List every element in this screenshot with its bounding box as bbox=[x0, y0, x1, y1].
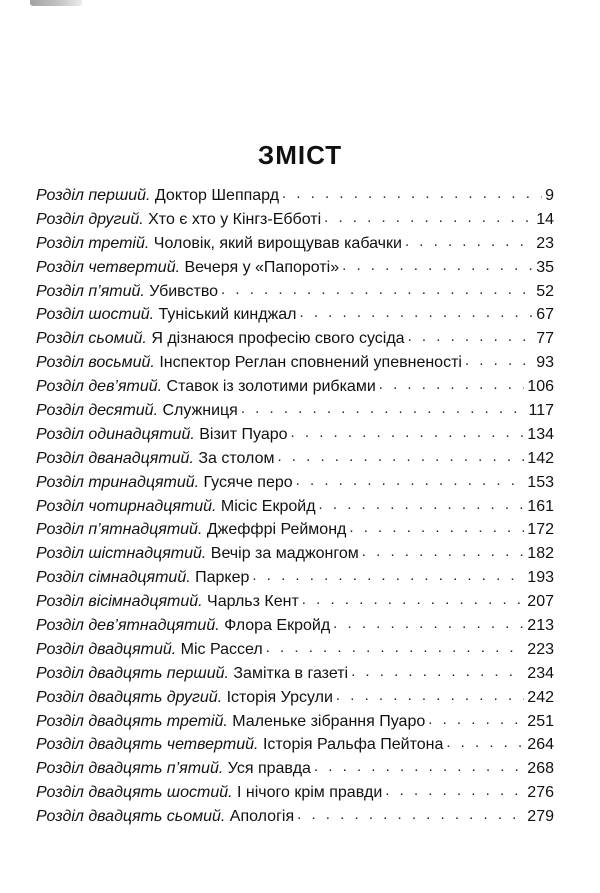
page-edge-smudge bbox=[30, 0, 82, 6]
page-number: 67 bbox=[536, 306, 554, 324]
chapter-label: Розділ третій. bbox=[36, 234, 154, 252]
page-number: 264 bbox=[527, 736, 554, 754]
page-number: 251 bbox=[527, 712, 554, 730]
chapter-name: Вечеря у «Папороті» bbox=[184, 258, 340, 276]
chapter-name: Візит Пуаро bbox=[199, 425, 288, 443]
dot-leader bbox=[465, 349, 533, 373]
chapter-label: Розділ шістнадцятий. bbox=[36, 545, 211, 563]
chapter-name: Служниця bbox=[162, 402, 238, 420]
dot-leader bbox=[291, 421, 525, 445]
chapter-label: Розділ восьмий. bbox=[36, 354, 160, 372]
toc-entry bbox=[36, 781, 554, 805]
toc-entry bbox=[36, 208, 554, 232]
chapter-name: Паркер bbox=[195, 569, 250, 587]
chapter-name: Туніський кинджал bbox=[158, 306, 297, 324]
dot-leader bbox=[324, 206, 533, 230]
dot-leader bbox=[362, 540, 525, 564]
page-number: 35 bbox=[536, 258, 554, 276]
chapter-label: Розділ п’ятнадцятий. bbox=[36, 521, 207, 539]
toc-entry bbox=[36, 614, 554, 638]
chapter-label: Розділ дев’ятнадцятий. bbox=[36, 617, 225, 635]
chapter-label: Розділ одинадцятий. bbox=[36, 425, 200, 443]
dot-leader bbox=[408, 325, 534, 349]
toc-entry bbox=[36, 662, 554, 686]
toc-entry bbox=[36, 447, 554, 471]
page-number: 117 bbox=[528, 402, 554, 420]
chapter-label: Розділ сьомий. bbox=[36, 330, 152, 348]
page-number: 161 bbox=[527, 497, 554, 515]
toc-entry bbox=[36, 757, 554, 781]
chapter-label: Розділ перший. bbox=[36, 187, 155, 204]
chapter-name: Міс Рассел bbox=[180, 640, 263, 658]
chapter-name: Історія Урсули bbox=[226, 688, 333, 706]
toc-entry bbox=[36, 280, 554, 304]
page-number: 77 bbox=[536, 330, 554, 348]
toc-entry bbox=[36, 423, 554, 447]
toc-entry bbox=[36, 805, 554, 829]
dot-leader bbox=[351, 660, 524, 684]
chapter-name: Уся правда bbox=[227, 760, 311, 778]
toc-entry bbox=[36, 399, 554, 423]
page-number: 23 bbox=[536, 234, 554, 252]
chapter-name: Маленьке зібрання Пуаро bbox=[232, 712, 426, 730]
page-number: 153 bbox=[527, 473, 554, 491]
dot-leader bbox=[241, 397, 526, 421]
chapter-name: Апологія bbox=[229, 808, 295, 826]
chapter-label: Розділ четвертий. bbox=[36, 258, 185, 276]
chapter-name: Джеффрі Реймонд bbox=[206, 521, 347, 539]
chapter-label: Розділ десятий. bbox=[36, 402, 163, 420]
chapter-name: Історія Ральфа Пейтона bbox=[262, 736, 444, 754]
toc-entry bbox=[36, 351, 554, 375]
chapter-label: Розділ чотирнадцятий. bbox=[36, 497, 221, 515]
dot-leader bbox=[297, 803, 524, 827]
chapter-label: Розділ двадцять шостий. bbox=[36, 784, 237, 802]
page-number: 207 bbox=[527, 593, 554, 611]
page-number: 93 bbox=[536, 354, 554, 372]
chapter-name: Гусяче перо bbox=[203, 473, 293, 491]
dot-leader bbox=[349, 516, 524, 540]
dot-leader bbox=[379, 373, 525, 397]
toc-entry bbox=[36, 471, 554, 495]
dot-leader bbox=[221, 278, 533, 302]
page-number: 223 bbox=[527, 640, 554, 658]
toc-title: ЗМІСТ bbox=[257, 140, 343, 170]
toc-entry bbox=[36, 566, 554, 590]
chapter-name: Місіс Екройд bbox=[220, 497, 316, 515]
page-number: 52 bbox=[536, 282, 554, 300]
toc-entry bbox=[36, 303, 554, 327]
chapter-name: Вечір за маджонгом bbox=[210, 545, 359, 563]
page-number: 193 bbox=[527, 569, 554, 587]
page-number: 279 bbox=[527, 808, 554, 826]
dot-leader bbox=[282, 182, 542, 206]
chapter-label: Розділ двадцять четвертий. bbox=[36, 736, 263, 754]
chapter-name: Хто є хто у Кінгз-Ебботі bbox=[148, 210, 322, 228]
chapter-label: Розділ двадцять сьомий. bbox=[36, 808, 230, 826]
toc-entry bbox=[36, 686, 554, 710]
chapter-label: Розділ вісімнадцятий. bbox=[36, 593, 208, 611]
toc-entry bbox=[36, 638, 554, 662]
page-number: 213 bbox=[527, 617, 554, 635]
toc-entry bbox=[36, 542, 554, 566]
chapter-label: Розділ двадцять перший. bbox=[36, 664, 234, 682]
dot-leader bbox=[405, 230, 533, 254]
page-number: 268 bbox=[527, 760, 554, 778]
chapter-label: Розділ двадцять другий. bbox=[36, 688, 227, 706]
page-number: 242 bbox=[527, 688, 554, 706]
chapter-label: Розділ п’ятий. bbox=[36, 282, 150, 300]
page-number: 182 bbox=[527, 545, 554, 563]
page-number: 134 bbox=[527, 425, 554, 443]
chapter-name: Ставок із золотими рибками bbox=[166, 378, 376, 396]
dot-leader bbox=[385, 779, 524, 803]
chapter-label: Розділ другий. bbox=[36, 210, 149, 228]
dot-leader bbox=[252, 564, 524, 588]
page-number: 172 bbox=[527, 521, 554, 539]
chapter-name: Інспектор Реглан сповнений упевненості bbox=[159, 354, 462, 372]
dot-leader bbox=[314, 755, 524, 779]
toc-entry bbox=[36, 256, 554, 280]
page-number: 106 bbox=[527, 378, 554, 396]
toc-entry bbox=[36, 327, 554, 351]
chapter-label: Розділ шостий. bbox=[36, 306, 159, 324]
chapter-name: І нічого крім правди bbox=[237, 784, 383, 802]
toc-entry bbox=[36, 184, 554, 208]
toc-entry bbox=[36, 375, 554, 399]
chapter-label: Розділ сімнадцятий. bbox=[36, 569, 196, 587]
toc-entry bbox=[36, 232, 554, 256]
dot-leader bbox=[300, 301, 534, 325]
page-number: 234 bbox=[527, 664, 554, 682]
dot-leader bbox=[342, 254, 533, 278]
dot-leader bbox=[296, 469, 525, 493]
chapter-label: Розділ двадцятий. bbox=[36, 640, 181, 658]
dot-leader bbox=[428, 708, 524, 732]
chapter-name: Чоловік, який вирощував кабачки bbox=[153, 234, 402, 252]
dot-leader bbox=[277, 445, 524, 469]
chapter-label: Розділ двадцять п’ятий. bbox=[36, 760, 228, 778]
page-number: 276 bbox=[527, 784, 554, 802]
chapter-name: За столом bbox=[198, 449, 275, 467]
dot-leader bbox=[336, 684, 524, 708]
toc-entry bbox=[36, 733, 554, 757]
toc-list bbox=[36, 184, 554, 829]
toc-entry bbox=[36, 590, 554, 614]
chapter-label: Розділ дванадцятий. bbox=[36, 449, 199, 467]
page-number: 142 bbox=[527, 449, 554, 467]
dot-leader bbox=[333, 612, 524, 636]
page-number: 9 bbox=[545, 187, 554, 204]
dot-leader bbox=[302, 588, 525, 612]
page-number: 14 bbox=[536, 210, 554, 228]
chapter-name: Флора Екройд bbox=[224, 617, 331, 635]
dot-leader bbox=[266, 636, 525, 660]
toc-entry bbox=[36, 710, 554, 734]
chapter-label: Розділ двадцять третій. bbox=[36, 712, 233, 730]
chapter-name: Убивство bbox=[149, 282, 219, 300]
toc-entry bbox=[36, 518, 554, 542]
chapter-name: Я дізнаюся професію свого сусіда bbox=[151, 330, 405, 348]
chapter-name: Замітка в газеті bbox=[233, 664, 349, 682]
chapter-label: Розділ тринадцятий. bbox=[36, 473, 204, 491]
chapter-name: Чарльз Кент bbox=[207, 593, 299, 611]
chapter-label: Розділ дев’ятий. bbox=[36, 378, 167, 396]
dot-leader bbox=[446, 731, 524, 755]
dot-leader bbox=[319, 493, 525, 517]
chapter-name: Доктор Шеппард bbox=[154, 187, 280, 204]
toc-entry bbox=[36, 495, 554, 519]
